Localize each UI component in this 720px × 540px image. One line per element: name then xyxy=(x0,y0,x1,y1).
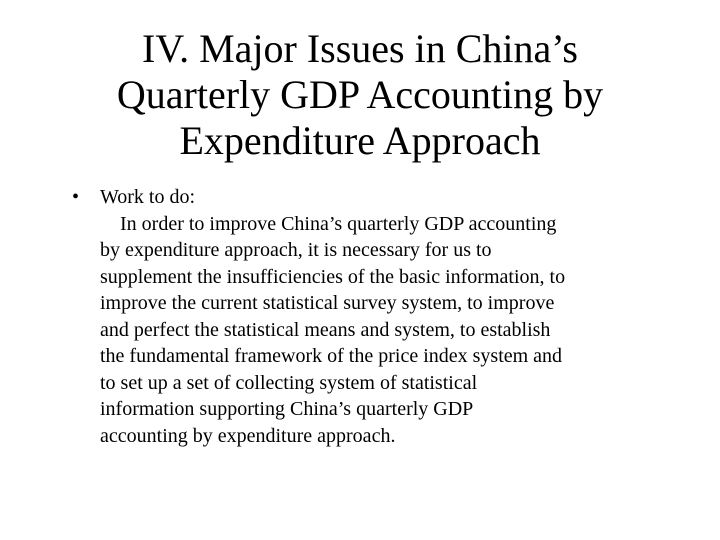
paragraph-line-6: the fundamental framework of the price index system and xyxy=(100,345,563,367)
slide-title xyxy=(60,26,660,164)
title-line-1: IV. Major Issues in China’s xyxy=(142,26,578,71)
paragraph-line-1: In order to improve China’s quarterly GDP accounting xyxy=(120,212,557,235)
title-line-2: Quarterly GDP Accounting by xyxy=(116,72,604,117)
paragraph-line-8: information supporting China’s quarterly GDP xyxy=(100,398,474,420)
paragraph-line-5: and perfect the statistical means and system, to establish xyxy=(100,318,551,341)
bullet-heading: Work to do: xyxy=(100,186,196,208)
bullet-list xyxy=(72,184,692,449)
paragraph-line-2: by expenditure approach, it is necessary for us to xyxy=(100,239,492,261)
paragraph-line-4: improve the current statistical survey system, to improve xyxy=(100,292,555,314)
title-line-3: Expenditure Approach xyxy=(179,118,541,163)
bullet-item xyxy=(72,184,692,449)
paragraph-line-9: accounting by expenditure approach. xyxy=(100,424,396,447)
bullet-dot: • xyxy=(72,186,80,208)
paragraph-line-3: supplement the insufficiencies of the basic information, to xyxy=(100,265,566,288)
body-paragraph xyxy=(100,211,692,450)
paragraph-line-7: to set up a set of collecting system of statistical xyxy=(100,371,478,394)
